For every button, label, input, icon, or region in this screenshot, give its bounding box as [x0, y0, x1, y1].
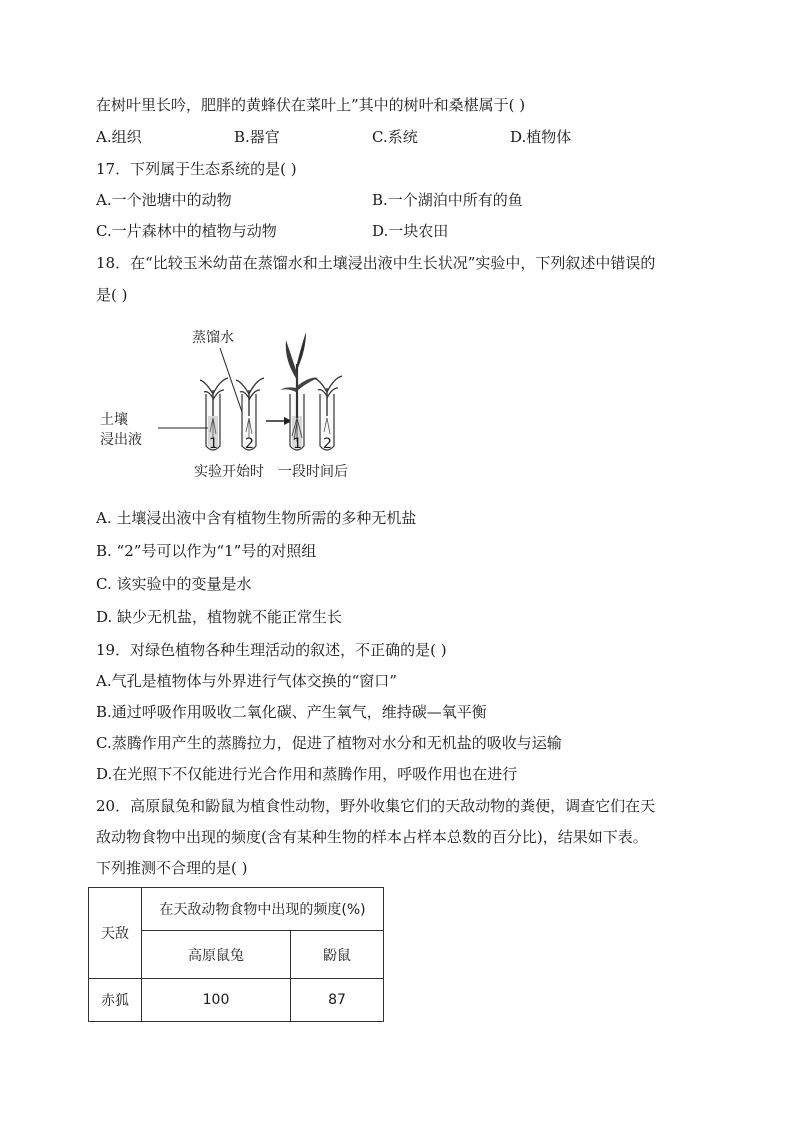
- tube-number: 1: [293, 436, 302, 452]
- q19-option-b: B.通过呼吸作用吸收二氧化碳、产生氧气，维持碳—氧平衡: [96, 703, 487, 721]
- q17-option-a: A.一个池塘中的动物: [96, 191, 232, 209]
- q18-option-a: A. 土壤浸出液中含有植物生物所需的多种无机盐: [96, 509, 417, 527]
- label-soil-extract: 浸出液: [100, 432, 142, 448]
- tube-1-after: [280, 332, 318, 450]
- caption-after: 一段时间后: [278, 464, 348, 480]
- tube-number: 2: [245, 436, 254, 452]
- table-corner-header: 天敌: [89, 888, 142, 979]
- q17-option-d: D.一块农田: [372, 222, 449, 240]
- q18-experiment-figure: [96, 320, 396, 490]
- cell-value: 87: [291, 979, 384, 1022]
- q20-stem-line2: 敌动物食物中出现的频度(含有某种生物的样本占样本总数的百分比)，结果如下表。: [96, 828, 648, 846]
- label-soil: 土壤: [100, 412, 128, 428]
- q18-stem-line1: 18．在“比较玉米幼苗在蒸馏水和土壤浸出液中生长状况”实验中，下列叙述中错误的: [96, 254, 656, 272]
- label-distilled-water: 蒸馏水: [192, 330, 234, 346]
- table-row: [89, 979, 384, 1022]
- column-header-zokor: 鼢鼠: [291, 931, 384, 979]
- caption-start: 实验开始时: [194, 464, 264, 480]
- tube-number: 1: [209, 436, 218, 452]
- q18-option-d: D. 缺少无机盐，植物就不能正常生长: [96, 608, 343, 626]
- q19-option-c: C.蒸腾作用产生的蒸腾拉力，促进了植物对水分和无机盐的吸收与运输: [96, 734, 562, 752]
- q16-option-d: D.植物体: [510, 128, 572, 146]
- q18-stem-line2: 是( ): [96, 286, 128, 304]
- tube-number: 2: [323, 436, 332, 452]
- q17-stem: 17．下列属于生态系统的是( ): [96, 160, 297, 178]
- table-group-header: 在天敌动物食物中出现的频度(%): [142, 888, 384, 931]
- q20-stem-line1: 20．高原鼠兔和鼢鼠为植食性动物，野外收集它们的天敌动物的粪便，调查它们在天: [96, 797, 656, 815]
- frequency-table: [88, 887, 384, 1022]
- test-tube-diagram: [96, 320, 396, 490]
- row-name: 赤狐: [89, 979, 142, 1022]
- column-header-pika: 高原鼠兔: [142, 931, 291, 979]
- q16-option-c: C.系统: [372, 128, 418, 146]
- q20-stem-line3: 下列推测不合理的是( ): [96, 859, 248, 877]
- q17-option-c: C.一片森林中的植物与动物: [96, 222, 277, 240]
- cell-value: 100: [142, 979, 291, 1022]
- q16-stem: 在树叶里长吟，肥胖的黄蜂伏在菜叶上”其中的树叶和桑椹属于( ): [96, 96, 526, 114]
- q19-option-d: D.在光照下不仅能进行光合作用和蒸腾作用，呼吸作用也在进行: [96, 765, 518, 783]
- q18-option-b: B. “2”号可以作为“1”号的对照组: [96, 542, 317, 560]
- q16-option-b: B.器官: [234, 128, 280, 146]
- q18-option-c: C. 该实验中的变量是水: [96, 575, 252, 593]
- q19-stem: 19．对绿色植物各种生理活动的叙述，不正确的是( ): [96, 641, 447, 659]
- q19-option-a: A.气孔是植物体与外界进行气体交换的“窗口”: [96, 672, 397, 690]
- q17-option-b: B.一个湖泊中所有的鱼: [372, 191, 523, 209]
- q16-option-a: A.组织: [96, 128, 142, 146]
